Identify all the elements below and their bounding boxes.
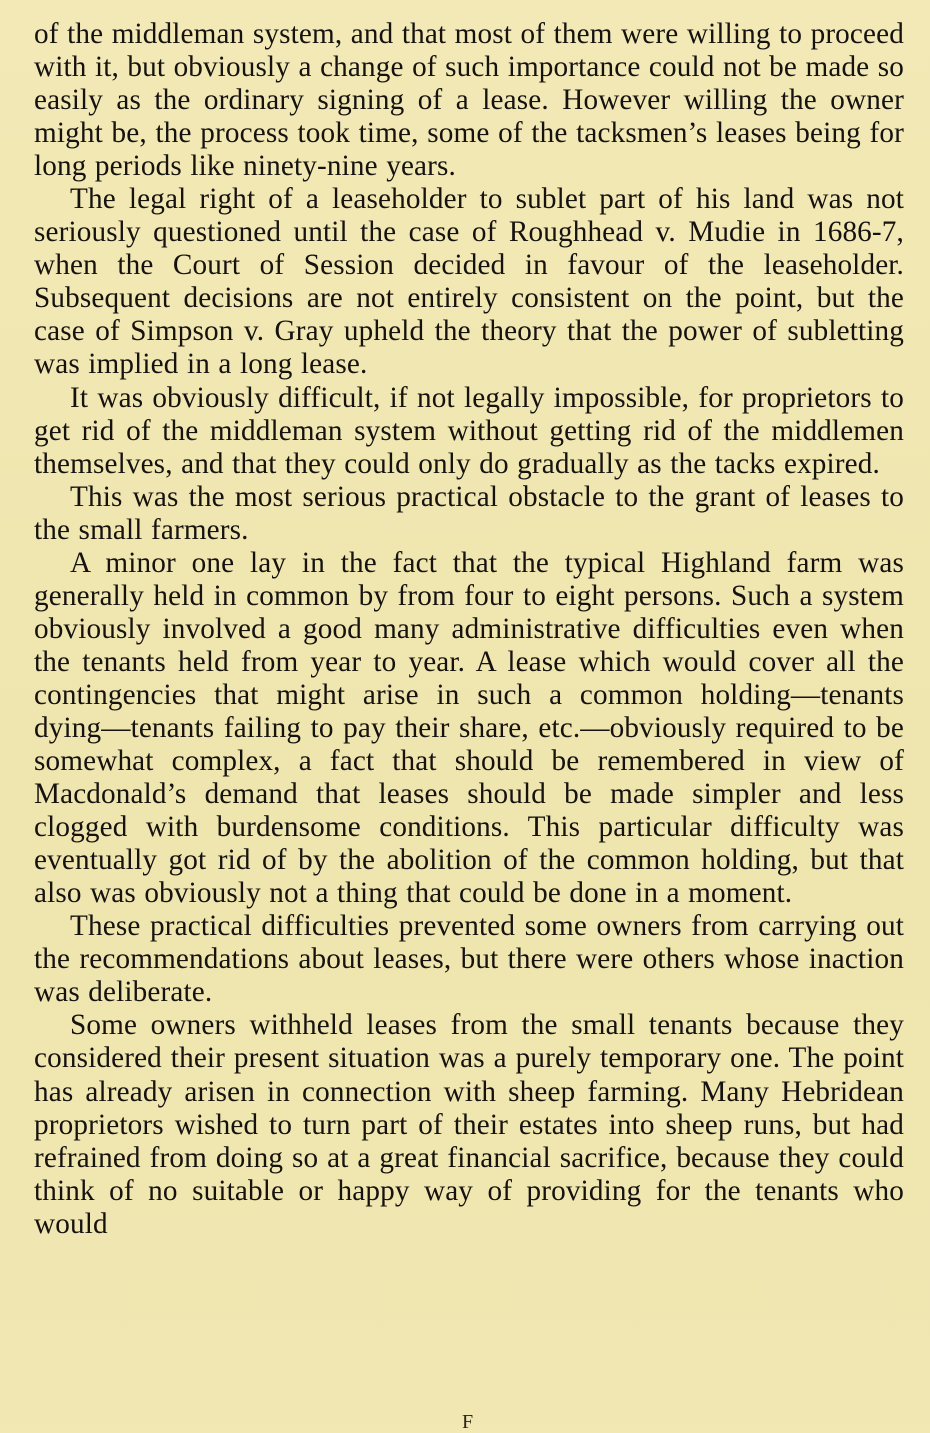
paragraph-6: These practical difficulties prevented some owners from carrying out the recommendations about leases, but there were others whose inaction was deliberate. bbox=[34, 910, 904, 1009]
paragraph-1: of the middleman system, and that most of them were willing to proceed with it, but obviously a change of such importance could not be made so easily as the ordinary signing of a lease. However willing the owner might be, the process took time, some of the tacksmen’s leases being for long periods like ninety-nine years. bbox=[34, 18, 904, 183]
paragraph-7: Some owners withheld leases from the small tenants because they considered their present situation was a purely temporary one. The point has already arisen in connection with sheep farming. Many Hebridean proprietors wished to turn part of their estates into sheep runs, but had refrained from doing so at a great financial sacrifice, because they could think of no suitable or happy way of providing for the tenants who would bbox=[34, 1009, 904, 1240]
paragraph-5: A minor one lay in the fact that the typical Highland farm was generally held in common by from four to eight persons. Such a system obviously involved a good many administrative difficulties even when the tenants held from year to year. A lease which would cover all the contingencies that might arise in such a common holding—tenants dying—tenants failing to pay their share, etc.—obviously required to be somewhat complex, a fact that should be remembered in view of Macdonald’s demand that leases should be made simpler and less clogged with burdensome conditions. This particular difficulty was eventually got rid of by the abolition of the common holding, but that also was obviously not a thing that could be done in a moment. bbox=[34, 546, 904, 910]
paragraph-3: It was obviously difficult, if not legally impossible, for proprietors to get rid of the middleman system without getting rid of the middlemen themselves, and that they could only do gradually as the tacks expired. bbox=[34, 381, 904, 480]
paragraph-4: This was the most serious practical obstacle to the grant of leases to the small farmers. bbox=[34, 480, 904, 546]
paragraph-2: The legal right of a leaseholder to sublet part of his land was not seriously questioned until the case of Roughhead v. Mudie in 1686-7, when the Court of Session decided in favour of the leaseholder. Subsequent decisions are not entirely consistent on the point, but the case of Simpson v. Gray upheld the theory that the power of subletting was implied in a long lease. bbox=[34, 183, 904, 381]
page-folio-mark: F bbox=[462, 1411, 474, 1433]
